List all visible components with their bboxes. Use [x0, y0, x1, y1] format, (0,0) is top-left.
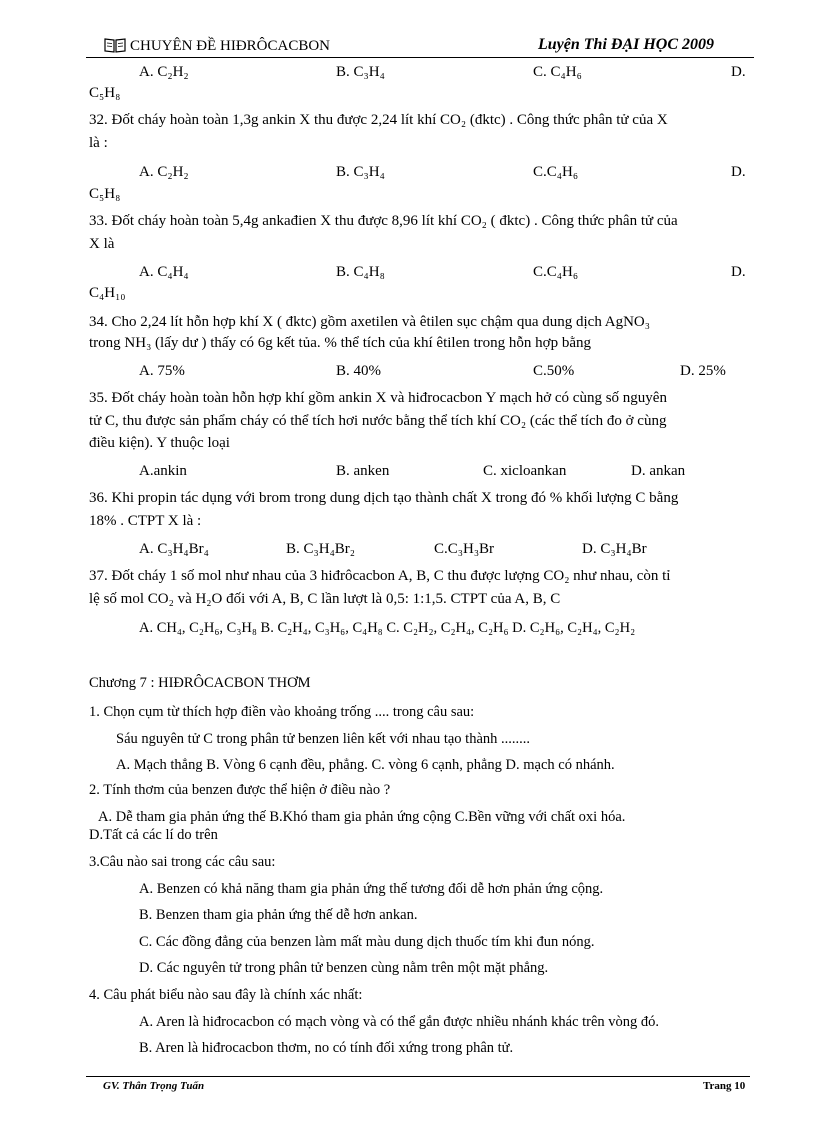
q35-line2: tử C, thu được sản phẩm cháy có thể tích hơi nước bằng thể tích khí CO₂ (các thể tích đo ở cùng — [89, 413, 667, 429]
c3-line1: 3.Câu nào sai trong các câu sau: — [89, 854, 276, 870]
footer-author: GV. Thân Trọng Tuấn — [103, 1080, 205, 1092]
q36-line2: 18% . CTPT X là : — [89, 513, 202, 529]
q34-option-b: B. 40% — [336, 363, 381, 379]
q32-option-b: B. C₃H₄ — [336, 164, 385, 180]
q35-option-b: B. anken — [336, 463, 390, 479]
q34-option-c: C.50% — [533, 363, 575, 379]
q32-option-d-cont: C₅H₈ — [89, 186, 121, 202]
header-divider — [86, 57, 754, 58]
q37-line2: lệ số mol CO₂ và H₂O đối với A, B, C lần lượt là 0,5: 1:1,5. CTPT của A, B, C — [89, 591, 561, 607]
c3-option-b: B. Benzen tham gia phản ứng thế dễ hơn ankan. — [139, 907, 418, 923]
q35-option-a: A.ankin — [139, 463, 187, 479]
q37-line1: 37. Đốt cháy 1 số mol như nhau của 3 hiđrôcacbon A, B, C thu được lượng CO₂ như nhau, còn tỉ — [89, 568, 671, 584]
c1-line1: 1. Chọn cụm từ thích hợp điền vào khoảng trống .... trong câu sau: — [89, 704, 475, 720]
footer-page-number: Trang 10 — [703, 1080, 746, 1092]
q33-line2: X là — [89, 236, 115, 252]
chapter-title: Chương 7 : HIĐRÔCACBON THƠM — [89, 675, 311, 691]
c4-option-b: B. Aren là hiđrocacbon thơm, no có tính đối xứng trong phân tử. — [139, 1040, 514, 1056]
q32-option-c: C.C₄H₆ — [533, 164, 579, 180]
q34-line2: trong NH₃ (lấy dư ) thấy có 6g kết tủa. % thể tích của khí êtilen trong hỗn hợp bằng — [89, 335, 592, 351]
q34-line1: 34. Cho 2,24 lít hỗn hợp khí X ( đktc) gồm axetilen và êtilen sục chậm qua dung dịch AgNO₃ — [89, 314, 650, 330]
c4-line1: 4. Câu phát biểu nào sau đây là chính xác nhất: — [89, 987, 363, 1003]
q31-option-d-cont: C₅H₈ — [89, 85, 121, 101]
q36-line1: 36. Khi propin tác dụng với brom trong dung dịch tạo thành chất X trong đó % khối lượng C bằng — [89, 490, 679, 506]
q32-option-d: D. — [731, 164, 746, 180]
header-title: CHUYÊN ĐỀ HIĐRÔCACBON — [130, 38, 331, 54]
header-right-text: Luyện Thi ĐẠI HỌC 2009 — [538, 36, 715, 53]
q31-option-c: C. C₄H₆ — [533, 64, 582, 80]
q33-option-d: D. — [731, 264, 746, 280]
q33-option-b: B. C₄H₈ — [336, 264, 385, 280]
q35-line1: 35. Đốt cháy hoàn toàn hỗn hợp khí gồm ankin X và hiđrocacbon Y mạch hở có cùng số nguyên — [89, 390, 667, 406]
q33-line1: 33. Đốt cháy hoàn toàn 5,4g ankađien X thu được 8,96 lít khí CO₂ ( đktc) . Công thức phân tử của — [89, 213, 678, 229]
q32-option-a: A. C₂H₂ — [139, 164, 189, 180]
q34-option-d: D. 25% — [680, 363, 726, 379]
q37-options: A. CH₄, C₂H₆, C₃H₈ B. C₂H₄, C₃H₆, C₄H₈ C. C₂H₂, C₂H₄, C₂H₆ D. C₂H₆, C₂H₄, C₂H₂ — [139, 620, 636, 636]
q34-option-a: A. 75% — [139, 363, 185, 379]
header-title-block — [104, 37, 330, 55]
q35-line3: điều kiện). Y thuộc loại — [89, 435, 230, 451]
c2-line3: D.Tất cả các lí do trên — [89, 827, 218, 843]
q36-option-a: A. C₃H₄Br₄ — [139, 541, 209, 557]
c3-option-d: D. Các nguyên tử trong phân tử benzen cùng nằm trên một mặt phẳng. — [139, 960, 549, 976]
q32-line1: 32. Đốt cháy hoàn toàn 1,3g ankin X thu được 2,24 lít khí CO₂ (đktc) . Công thức phân tử của X — [89, 112, 668, 128]
q36-option-c: C.C₃H₃Br — [434, 541, 495, 557]
c3-option-a: A. Benzen có khả năng tham gia phản ứng thế tương đối dễ hơn phản ứng cộng. — [139, 881, 604, 897]
footer-divider — [86, 1076, 750, 1077]
c4-option-a: A. Aren là hiđrocacbon có mạch vòng và có thể gắn được nhiều nhánh khác trên vòng đó. — [139, 1014, 660, 1030]
c1-options: A. Mạch thẳng B. Vòng 6 cạnh đều, phẳng. C. vòng 6 cạnh, phẳng D. mạch có nhánh. — [116, 757, 615, 773]
q35-option-c: C. xicloankan — [483, 463, 567, 479]
c2-line1: 2. Tính thơm của benzen được thể hiện ở điều nào ? — [89, 782, 391, 798]
q31-option-d: D. — [731, 64, 746, 80]
c2-line2: A. Dễ tham gia phản ứng thế B.Khó tham gia phản ứng cộng C.Bền vững với chất oxi hóa. — [98, 809, 626, 825]
q35-option-d: D. ankan — [631, 463, 686, 479]
q31-option-a: A. C₂H₂ — [139, 64, 189, 80]
q32-line2: là : — [89, 135, 108, 151]
q33-option-c: C.C₄H₆ — [533, 264, 579, 280]
book-icon — [104, 37, 126, 53]
q33-option-d-cont: C₄H₁₀ — [89, 285, 126, 301]
q31-option-b: B. C₃H₄ — [336, 64, 385, 80]
q33-option-a: A. C₄H₄ — [139, 264, 189, 280]
q36-option-b: B. C₃H₄Br₂ — [286, 541, 356, 557]
q36-option-d: D. C₃H₄Br — [582, 541, 647, 557]
c1-line2: Sáu nguyên tử C trong phân tử benzen liên kết với nhau tạo thành ........ — [116, 731, 531, 747]
c3-option-c: C. Các đồng đẳng của benzen làm mất màu dung dịch thuốc tím khi đun nóng. — [139, 934, 595, 950]
